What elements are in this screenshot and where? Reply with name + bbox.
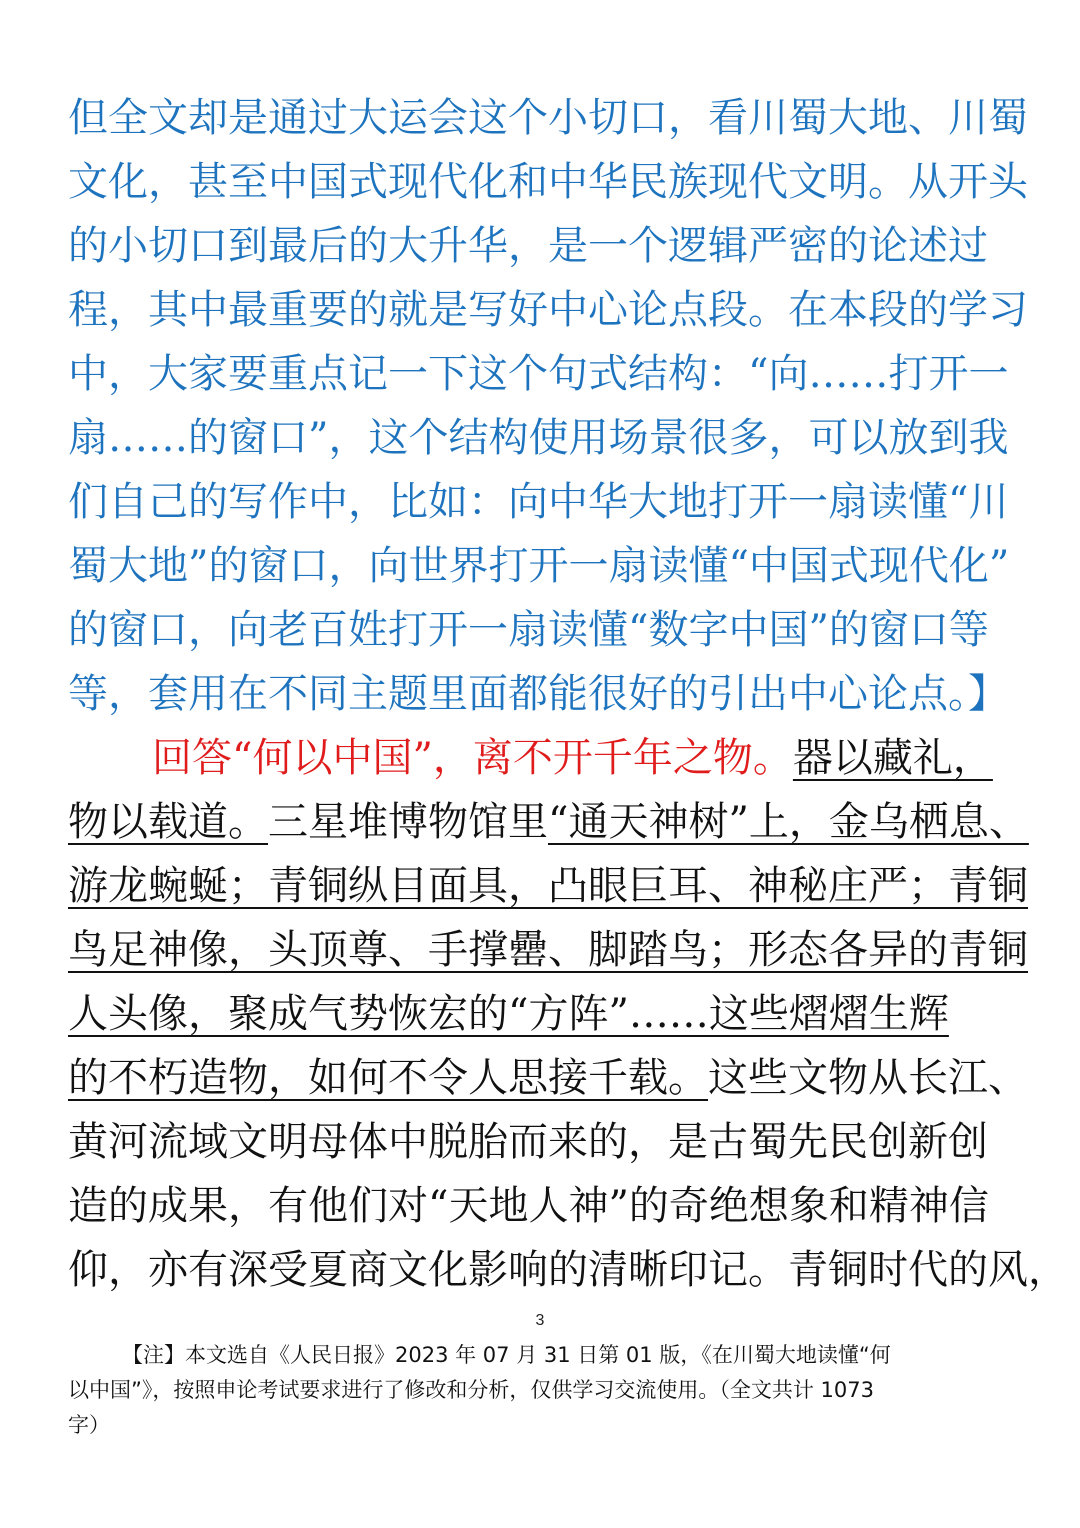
main-line [68, 854, 1028, 918]
plain-text: 这些文物从长江、 [708, 1055, 1028, 1101]
main-line [68, 726, 1018, 790]
analysis-line: 的窗口，向老百姓打开一扇读懂“数字中国”的窗口等 [68, 607, 989, 653]
analysis-line: 文化，甚至中国式现代化和中华民族现代文明。从开头 [68, 159, 1028, 205]
main-line [68, 790, 1029, 854]
analysis-paragraph [68, 86, 1028, 726]
underlined-text: 人头像，聚成气势恢宏的“方阵”……这些熠熠生辉 [68, 991, 949, 1037]
underlined-text: 的不朽造物，如何不令人思接千载。 [68, 1055, 708, 1101]
underlined-text: 鸟足神像，头顶尊、手撑罍、脚踏鸟；形态各异的青铜 [68, 927, 1028, 973]
main-line: 造的成果，有他们对“天地人神”的奇绝想象和精神信 [68, 1183, 989, 1229]
analysis-line: 中，大家要重点记一下这个句式结构：“向……打开一 [68, 351, 1009, 397]
underlined-text: 游龙蜿蜒；青铜纵目面具，凸眼巨耳、神秘庄严；青铜 [68, 863, 1028, 909]
main-line: 仰，亦有深受夏商文化影响的清晰印记。青铜时代的风， [68, 1247, 1068, 1293]
highlighted-thesis: 回答“何以中国”，离不开千年之物。 [152, 735, 793, 781]
plain-text: 三星堆博物馆里 [268, 799, 548, 845]
footnote [68, 1338, 1018, 1443]
analysis-line: 等，套用在不同主题里面都能很好的引出中心论点。】 [68, 671, 1008, 717]
analysis-line: 蜀大地”的窗口，向世界打开一扇读懂“中国式现代化” [68, 543, 1010, 589]
footnote-line: 字） [68, 1413, 110, 1437]
analysis-line: 的小切口到最后的大升华，是一个逻辑严密的论述过 [68, 223, 988, 269]
main-paragraph [68, 726, 1068, 1302]
underlined-text: “通天神树”上，金乌栖息、 [548, 799, 1029, 845]
main-line: 黄河流域文明母体中脱胎而来的，是古蜀先民创新创 [68, 1119, 988, 1165]
main-line [68, 1046, 1028, 1110]
analysis-line: 但全文却是通过大运会这个小切口，看川蜀大地、川蜀 [68, 95, 1028, 141]
underlined-text: 物以载道。 [68, 799, 268, 845]
main-line [68, 982, 1018, 1046]
analysis-line: 扇……的窗口”，这个结构使用场景很多，可以放到我 [68, 415, 1009, 461]
underlined-text: 器以藏礼， [792, 735, 993, 781]
footnote-line: 【注】本文选自《人民日报》2023 年 07 月 31 日第 01 版，《在川蜀大地读懂“何 [122, 1343, 891, 1367]
footnote-line: 以中国”》，按照申论考试要求进行了修改和分析，仅供学习交流使用。（全文共计 1073 [68, 1378, 874, 1402]
main-line [68, 918, 1028, 982]
analysis-line: 程，其中最重要的就是写好中心论点段。在本段的学习 [68, 287, 1028, 333]
page-number: 3 [535, 1312, 545, 1329]
analysis-line: 们自己的写作中，比如：向中华大地打开一扇读懂“川 [68, 479, 1009, 525]
